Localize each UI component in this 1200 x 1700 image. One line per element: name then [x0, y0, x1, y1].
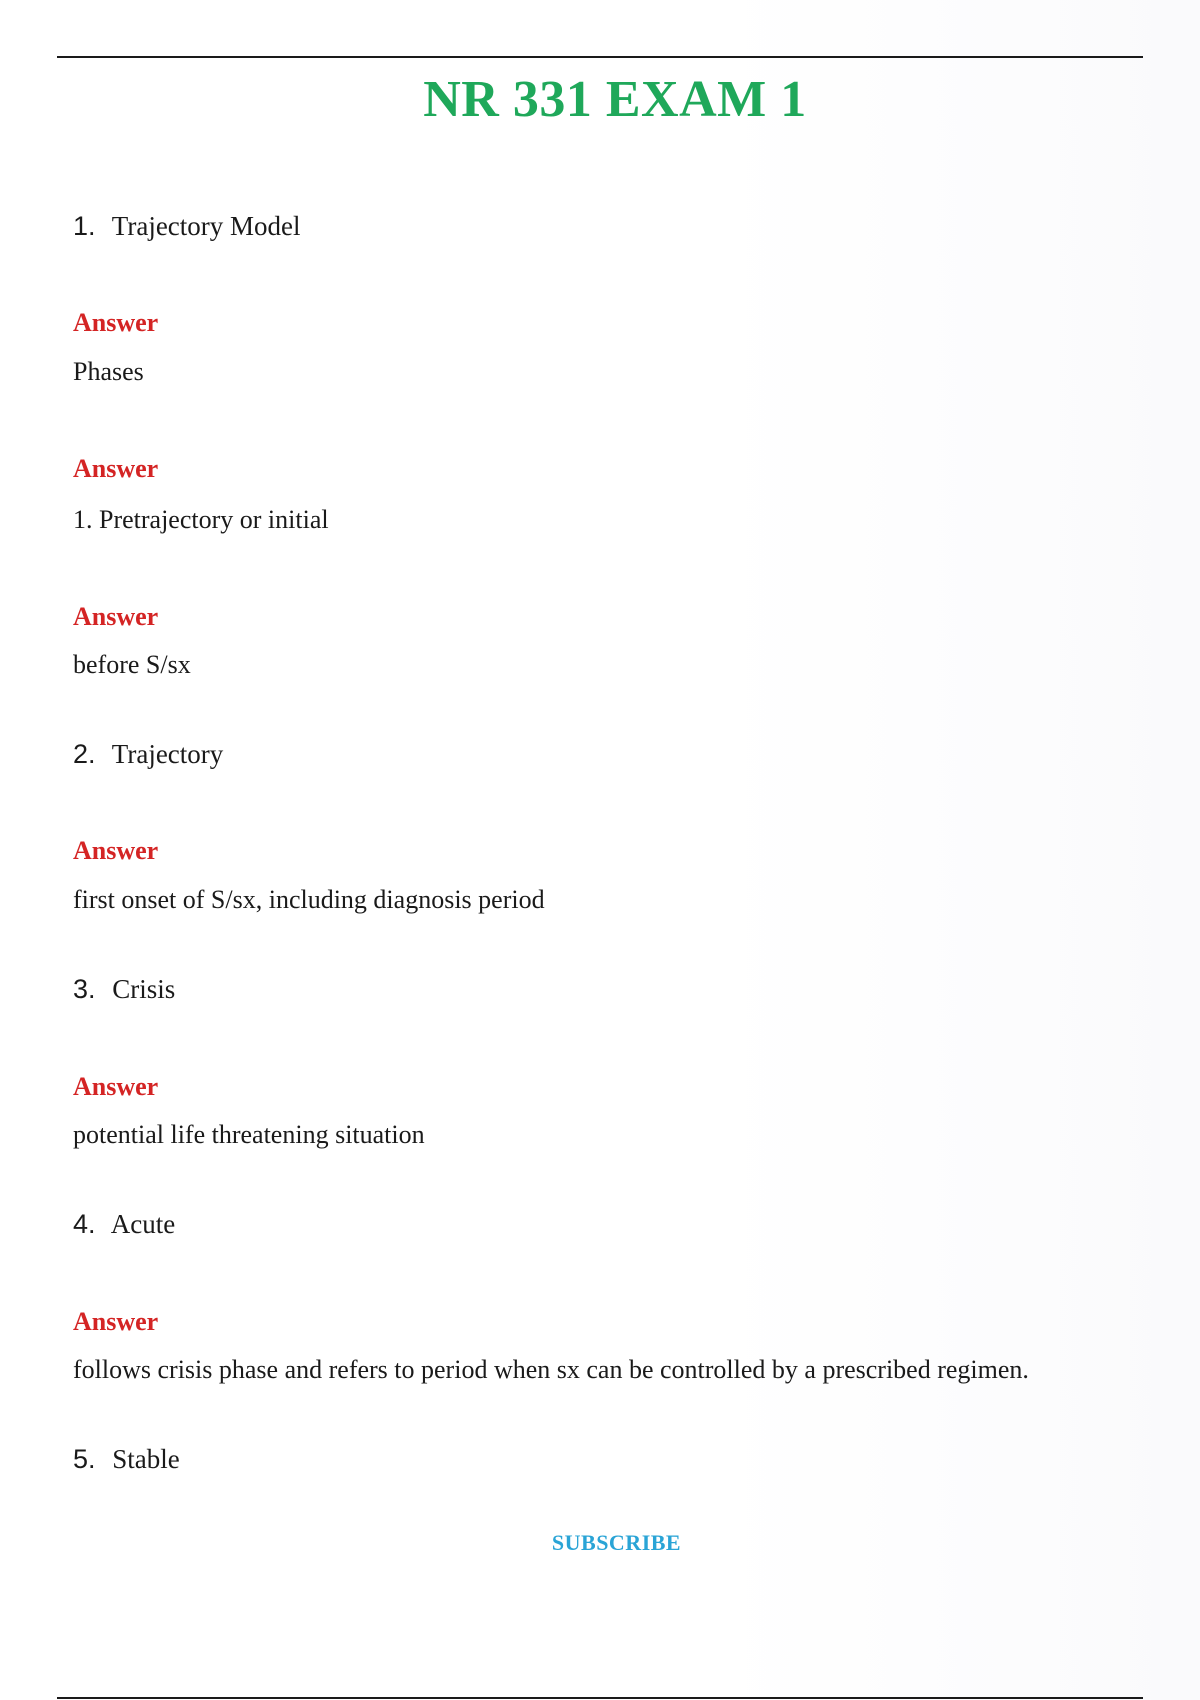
answer-text: 1. Pretrajectory or initial [73, 505, 329, 534]
top-rule [57, 56, 1143, 58]
answer-text: potential life threatening situation [73, 1120, 425, 1149]
question-3 [73, 973, 175, 1005]
question-1 [73, 210, 301, 242]
question-5 [73, 1443, 180, 1475]
answer-text: before S/sx [73, 650, 191, 679]
answer-label: Answer [73, 836, 159, 865]
document-title: NR 331 EXAM 1 [423, 71, 807, 128]
question-2 [73, 738, 223, 770]
question-4 [73, 1208, 175, 1240]
question-text: Trajectory [111, 739, 224, 769]
question-text: Crisis [112, 974, 176, 1004]
answer-text: follows crisis phase and refers to period when sx can be controlled by a prescribed regimen. [73, 1355, 1029, 1384]
question-text: Acute [110, 1209, 176, 1239]
answer-label: Answer [73, 1072, 159, 1101]
question-number: 1. [73, 211, 96, 241]
question-number: 4. [73, 1209, 96, 1239]
answer-text: first onset of S/sx, including diagnosis period [73, 885, 545, 914]
bottom-rule [57, 1697, 1143, 1699]
question-number: 3. [73, 974, 96, 1004]
question-text: Trajectory Model [111, 211, 301, 241]
subscribe-link[interactable]: SUBSCRIBE [551, 1530, 682, 1555]
question-text: Stable [112, 1444, 180, 1474]
answer-label: Answer [73, 454, 159, 483]
answer-label: Answer [73, 602, 159, 631]
answer-label: Answer [73, 308, 159, 337]
question-number: 5. [73, 1444, 96, 1474]
answer-label: Answer [73, 1307, 159, 1336]
answer-text: Phases [73, 357, 144, 386]
question-number: 2. [73, 739, 96, 769]
